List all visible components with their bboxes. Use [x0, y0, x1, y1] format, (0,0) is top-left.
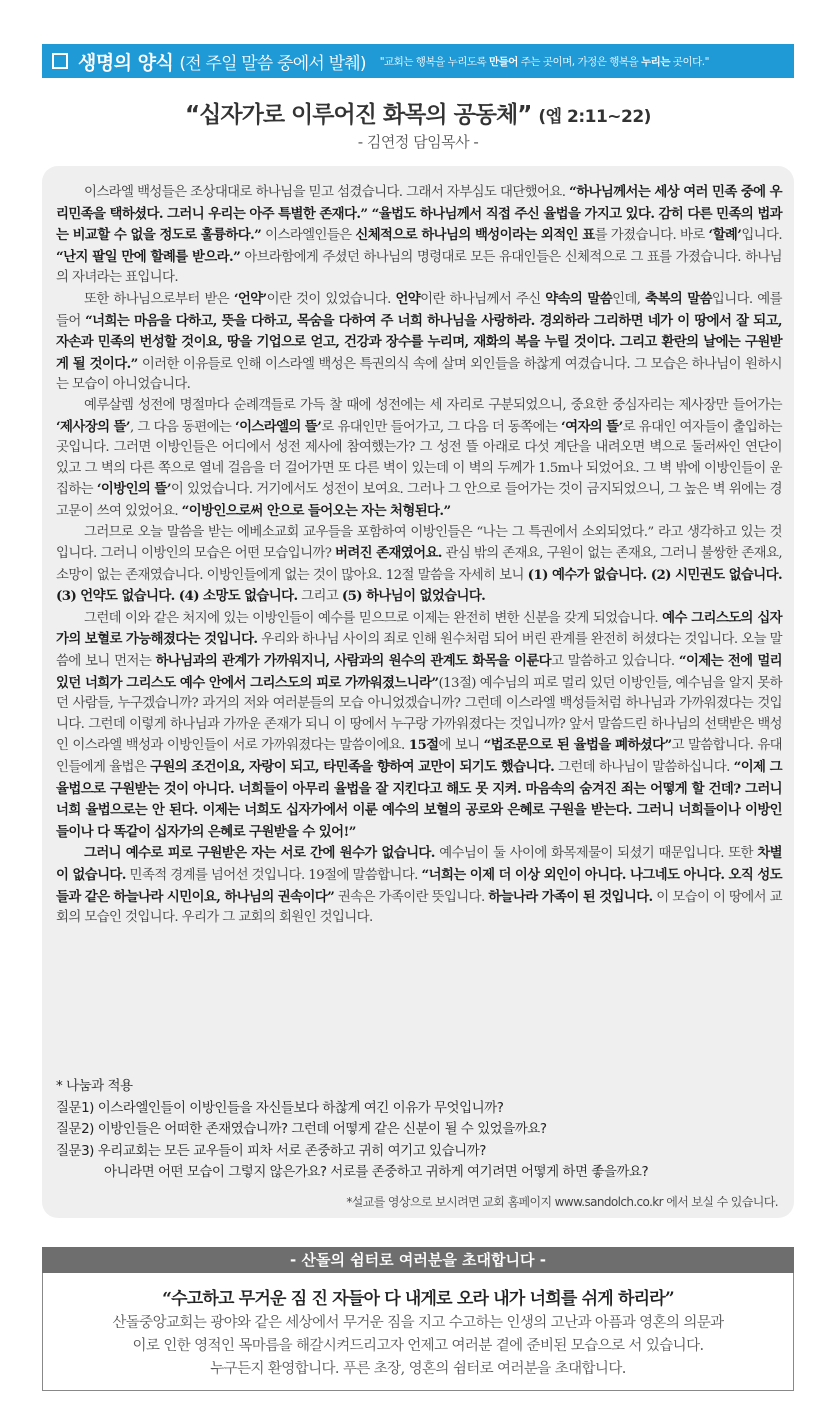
- preacher-name: - 김연정 담임목사 -: [357, 133, 479, 151]
- body-text: 로 유대인 여자들이 출입하는 곳입니다. 그러면 이방인들은 어디에서 성전 제사에 참여했는가? 그 성전 뜰 아래로 다섯 계단을 내려오면 벽으로 둘러싸인 연단이 있고 그 벽의 다른 쪽으로 열네 걸음을 더 걸어가면 또 다른 벽이 있는데 이 벽의 두께가 1.5m나 되었어요. 그 벽 밖에 이방인들이 운집하는: [56, 419, 782, 498]
- body-text: 를 가졌습니다. 바로: [594, 228, 709, 244]
- emphasized-text: (5) 하나님이 없었습니다.: [341, 588, 486, 605]
- emphasized-text: 축복의 말씀: [645, 290, 712, 307]
- body-text: 예수님이 둘 사이에 화목제물이 되셨기 때문입니다. 또한: [434, 846, 758, 862]
- sermon-body: [56, 182, 782, 929]
- body-text: 또한 하나님으로부터 받은: [84, 291, 234, 307]
- emphasized-text: ‘이스라엘의 뜰’: [235, 418, 322, 435]
- body-text: 고 말씀합니다. 유대인들에게 율법은: [56, 738, 782, 776]
- invite-line-2: 이로 인한 영적인 목마름을 해갈시켜드리고자 언제고 여러분 곁에 준비된 모습으로 서 있습니다.: [132, 1338, 704, 1354]
- body-text: 입니다.: [741, 228, 782, 244]
- discussion-section: [56, 1076, 782, 1184]
- body-text: 고 말씀하고 있습니다.: [551, 654, 679, 670]
- emphasized-text: “이방인으로써 안으로 들어오는 자는 처형된다.”: [181, 502, 451, 519]
- checkbox-icon: [52, 53, 68, 69]
- emphasized-text: “이제는 전에 멀리 있던 너희가 그리스도 예수 안에서 그리스도의 피로 가까워졌느니라”: [56, 653, 782, 691]
- body-text: 이스라엘인들은: [261, 228, 356, 244]
- church-motto: "교회는 행복을 누리도록 만들어 주는 곳이며, 가정은 행복을 누리는 곳이다.": [379, 55, 709, 68]
- sermon-paragraph: [56, 523, 782, 608]
- invite-line-1: 산돌중앙교회는 광야와 같은 세상에서 무거운 짐을 지고 수고하는 인생의 고난과 아픔과 영혼의 의문과: [112, 1315, 724, 1331]
- emphasized-text: 언약: [395, 290, 421, 307]
- video-note: *설교를 영상으로 보시려면 교회 홈페이지 www.sandolch.co.kr 에서 보실 수 있습니다.: [346, 1195, 778, 1209]
- sermon-title: “십자가로 이루어진 화목의 공동체” (엡 2:11~22): [185, 102, 651, 128]
- scripture-reference: (엡 2:11~22): [538, 107, 651, 127]
- invite-quote: “수고하고 무거운 짐 진 자들아 다 내게로 오라 내가 너희를 쉬게 하리라”: [162, 1289, 674, 1309]
- body-text: (13절) 예수님의 피로 멀리 있던 이방인들, 예수님을 알지 못하던 사람들, 누구겠습니까? 과거의 저와 여러분들의 모습 아니었겠습니까? 그런데 이스라엘 백성들처럼 하나님과 가까워졌다는 것입니다. 그런데 이렇게 하나님과 가까운 존재가 되니 이 땅에서 누구랑 가까워졌다는 것입니까? 앞서 말씀드린 하나님의 선택받은 백성인 이스라엘 백성과 이방인들이 서로 가까워졌다는 말씀이에요.: [56, 675, 782, 754]
- emphasized-text: “너희는 마음을 다하고, 뜻을 다하고, 목숨을 다하여 주 너희 하나님을 사랑하라. 경외하라 그리하면 네가 이 땅에서 잘 되고, 자손과 민족의 번성할 것이요, 땅을 기업으로 얻고, 건강과 장수를 누리며, 재화의 복을 누릴 것이다. 그리고 환란의 날에는 구원받게 될 것이다.”: [56, 312, 782, 372]
- question-3: 질문3) 우리교회는 모든 교우들이 피차 서로 존중하고 귀히 여기고 있습니까?: [56, 1142, 486, 1159]
- emphasized-text: “법조문으로 된 율법을 폐하셨다”: [483, 737, 672, 754]
- emphasized-text: 차별이 없습니다.: [56, 845, 782, 883]
- sermon-paragraph: [56, 843, 782, 928]
- emphasized-text: 약속의 말씀: [545, 290, 613, 307]
- body-text: 에 보니: [438, 738, 484, 754]
- body-text: 로 유대인만 들어가고, 그 다음 더 동쪽에는: [321, 419, 562, 435]
- body-text: 예루살렘 성전에 명절마다 순례객들로 가득 찰 때에 성전에는 세 자리로 구분되었으니, 중요한 중심자리는 제사장만 들어가는: [84, 397, 782, 413]
- emphasized-text: 15절: [408, 737, 439, 754]
- section-subtitle: (전 주일 말씀 중에서 발췌): [179, 53, 366, 74]
- emphasized-text: “난지 팔일 만에 할례를 받으라.”: [56, 248, 241, 265]
- emphasized-text: (1) 예수가 없습니다. (2) 시민권도 없습니다. (3) 언약도 없습니다. (4) 소망도 없습니다.: [56, 566, 783, 605]
- body-text: 이스라엘 백성들은 조상대대로 하나님을 믿고 섬겼습니다. 그래서 자부심도 대단했어요.: [84, 185, 570, 200]
- emphasized-text: ‘언약’: [233, 290, 267, 307]
- body-text: 이러한 이유들로 인해 이스라엘 백성은 특권의식 속에 살며 외인들을 하찮게 여겼습니다. 그 모습은 하나님이 원하시는 모습이 아니었습니다.: [56, 356, 782, 393]
- discussion-heading: * 나눔과 적용: [56, 1078, 133, 1094]
- sermon-paragraph: [56, 608, 782, 844]
- invite-banner: - 산돌의 쉼터로 여러분을 초대합니다 -: [42, 1247, 794, 1273]
- emphasized-text: ‘이방인의 뜰’: [96, 481, 171, 498]
- body-text: 이 있었습니다. 거기에서도 성전이 보여요. 그러나 그 안으로 들어가는 것이 금지되었으니, 그 높은 벽 위에는 경고문이 쓰여 있었어요.: [56, 482, 782, 519]
- section-header: [42, 44, 794, 78]
- question-1: 질문1) 이스라엘인들이 이방인들을 자신들보다 하찮게 여긴 이유가 무엇입니까?: [56, 1099, 504, 1116]
- invite-line-3: 누구든지 환영합니다. 푸른 초장, 영혼의 쉼터로 여러분을 초대합니다.: [210, 1361, 626, 1377]
- body-text: 이란 것이 있었습니다.: [266, 291, 396, 307]
- emphasized-text: 하나님과의 관계가 가까워지니, 사람과의 원수의 관계도 화목을 이룬다: [155, 653, 552, 670]
- body-text: 인데,: [612, 291, 646, 307]
- emphasized-text: ‘여자의 뜰’: [561, 418, 623, 435]
- body-text: 이 모습이 이 땅에서 교회의 모습인 것입니다. 우리가 그 교회의 회원인 것입니다.: [56, 889, 782, 926]
- emphasized-text: ‘할례’: [708, 227, 742, 244]
- emphasized-text: 구원의 조건이요, 자랑이 되고, 타민족을 향하여 교만이 되기도 했습니다.: [150, 759, 555, 776]
- emphasized-text: 예수 그리스도의 십자가의 보혈로 가능해졌다는 것입니다.: [56, 609, 782, 648]
- body-text: 아브라함에게 주셨던 하나님의 명령대로 모든 유대인들은 신체적으로 그 표를 가졌습니다. 하나님의 자녀라는 표입니다.: [56, 249, 782, 286]
- body-text: 그리고: [297, 589, 342, 605]
- body-text: 권속은 가족이란 뜻입니다.: [334, 889, 489, 905]
- body-text: 입니다. 예를 들어: [56, 291, 782, 329]
- emphasized-text: “하나님께서는 세상 여러 민족 중에 우리민족을 택하셨다. 그러니 우리는 아주 특별한 존재다.” “율법도 하나님께서 직접 주신 율법을 가지고 있다. 감히 다른 민족의 법과는 비교할 수 없을 정도로 훌륭하다.”: [56, 184, 782, 244]
- question-2: 질문2) 이방인들은 어떠한 존재였습니까? 그런데 어떻게 같은 신분이 될 수 있었을까요?: [56, 1121, 547, 1137]
- emphasized-text: 버려진 존재였어요.: [335, 545, 442, 562]
- sermon-paragraph: [56, 396, 782, 523]
- emphasized-text: 하늘나라 가족이 된 것입니다.: [488, 888, 653, 905]
- question-3-continued: 아니라면 어떤 모습이 그렇지 않은가요? 서로를 존중하고 귀하게 여기려면 어떻게 하면 좋을까요?: [104, 1164, 649, 1180]
- body-text: 관심 밖의 존재요, 구원이 없는 존재요, 그러니 불쌍한 존재요, 소망이 없는 존재였습니다. 이방인들에게 없는 것이 많아요. 12절 말씀을 자세히 보니: [56, 546, 782, 583]
- emphasized-text: “이제 그 율법으로 구원받는 것이 아니다. 너희들이 아무리 율법을 잘 지킨다고 해도 못 지켜. 마음속의 숨겨진 죄는 어떻게 할 건데? 그러니 너희 율법으로는 안 된다. 이제는 너희도 십자가에서 이룬 예수의 보혈의 공로와 은혜로 구원을 받는다. 그러니 너희들이나 이방인들이나 다 똑같이 십자가의 은혜로 구원받을 수 있어!”: [56, 759, 782, 840]
- body-text: 이란 하나님께서 주신: [420, 291, 546, 307]
- body-text: 우리와 하나님 사이의 죄로 인해 원수처럼 되어 버린 관계를 완전히 허셨다는 것입니다. 오늘 말씀에 보니 먼저는: [56, 632, 782, 670]
- emphasized-text: “너희는 이제 더 이상 외인이 아니다. 나그네도 아니다. 오직 성도들과 같은 하늘나라 시민이요, 하나님의 권속이다”: [56, 867, 782, 905]
- emphasized-text: ‘제사장의 뜰’: [56, 418, 130, 435]
- body-text: 그런데 하나님이 말씀하십니다.: [554, 760, 734, 776]
- emphasized-text: 신체적으로 하나님의 백성이라는 외적인 표: [355, 227, 595, 244]
- emphasized-text: 그러니 예수로 피로 구원받은 자는 서로 간에 원수가 없습니다.: [84, 845, 435, 862]
- sermon-paragraph: [56, 182, 782, 289]
- sermon-paragraph: [56, 289, 782, 396]
- body-text: 그런데 이와 같은 처지에 있는 이방인들이 예수를 믿으므로 이제는 완전히 변한 신분을 갖게 되었습니다.: [84, 610, 663, 626]
- section-title: 생명의 양식: [78, 51, 174, 74]
- body-text: 민족적 경계를 넘어선 것입니다. 19절에 말씀합니다.: [125, 868, 422, 883]
- body-text: , 그 다음 동편에는: [129, 419, 236, 435]
- body-text: 그러므로 오늘 말씀을 받는 에베소교회 교우들을 포함하여 이방인들은 “나는 그 특권에서 소외되었다.” 라고 생각하고 있는 것입니다. 그러니 이방인의 모습은 어떤 모습입니까?: [56, 524, 782, 562]
